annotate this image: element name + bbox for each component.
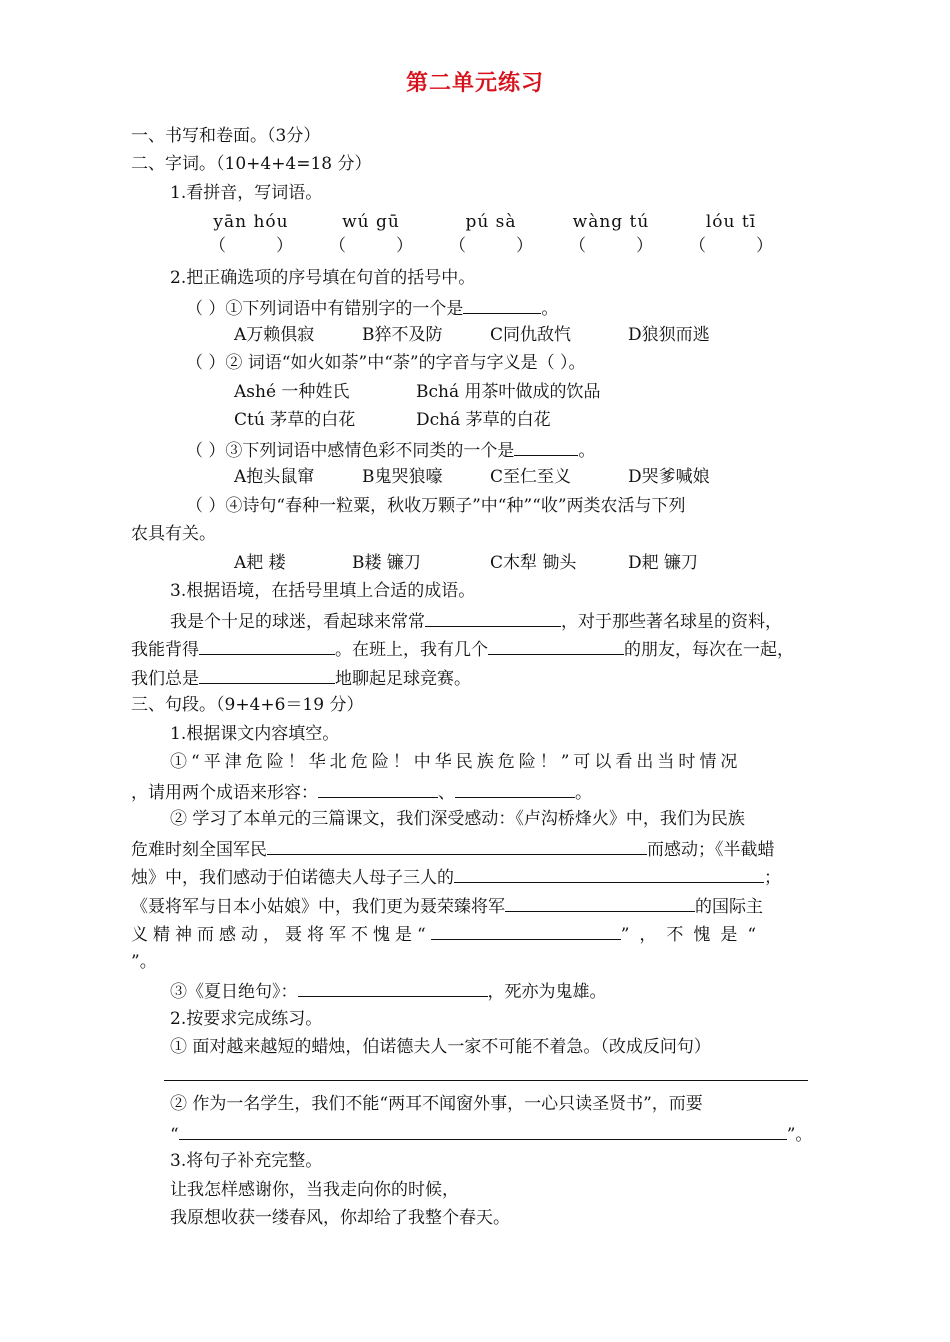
answer-blank[interactable]	[431, 921, 621, 940]
option-b: B猝不及防	[362, 325, 443, 345]
question-1-prompt: 1.看拼音，写词语。	[170, 183, 323, 203]
recall-item-3: ③《夏日绝句》： ，死亦为鬼雄。	[170, 978, 607, 1004]
choice-item-4-question: （ ）④诗句“春种一粒粟，秋收万颗子”中“种”“收”两类农活与下列	[186, 496, 686, 516]
option-d: D狼狈而逃	[628, 325, 710, 345]
question-3-prompt: 3.根据语境，在括号里填上合适的成语。	[170, 581, 476, 601]
answer-blank[interactable]	[488, 636, 624, 655]
answer-blank[interactable]	[318, 779, 438, 798]
pinyin-text: lóu tī	[705, 212, 757, 232]
pinyin-item	[436, 210, 546, 258]
recall-item-2-line-3: 烛》中，我们感动于伯诺德夫人母子三人的 ；	[131, 864, 781, 890]
option-a: A耙 耧	[234, 553, 286, 573]
pinyin-text: pú sà	[465, 212, 517, 232]
answer-blank[interactable]	[455, 779, 575, 798]
choice-item-1-question: （ ）①下列词语中有错别字的一个是	[186, 299, 464, 319]
choice-item-2-question: （ ）② 词语“如火如荼”中“荼”的字音与字义是（ ）。	[186, 353, 586, 373]
question-2-prompt: 2.把正确选项的序号填在句首的括号中。	[170, 268, 476, 288]
completion-line-2: 我原想收获一缕春风，你却给了我整个春天。	[170, 1208, 510, 1228]
option-c: C同仇敌忾	[490, 325, 572, 345]
recall-item-1-line-1: ①“平津危险！华北危险！中华民族危险！”可以看出当时情况	[170, 752, 742, 772]
idiom-passage-line-1: 我是个十足的球迷，看起球来常常 ，对于那些著名球星的资料，	[170, 608, 782, 634]
page-title: 第二单元练习	[405, 71, 544, 96]
idiom-passage-line-2: 我能背得 。在班上，我有几个 的朋友，每次在一起，	[131, 636, 794, 662]
transform-item-2-answer: “ ”。	[170, 1121, 812, 1147]
option-d: D耙 镰刀	[628, 553, 699, 573]
answer-blank[interactable]	[298, 978, 488, 997]
answer-line[interactable]	[164, 1080, 808, 1081]
answer-parentheses[interactable]: （ ）	[569, 236, 653, 256]
answer-blank[interactable]	[505, 893, 695, 912]
choice-item-3: （ ）③下列词语中感情色彩不同类的一个是 。	[186, 437, 595, 463]
answer-blank[interactable]	[199, 636, 335, 655]
option-b: B耧 镰刀	[352, 553, 421, 573]
answer-blank[interactable]	[425, 608, 561, 627]
answer-blank[interactable]	[267, 836, 647, 855]
idiom-passage-line-3: 我们总是 地聊起足球竞赛。	[131, 665, 471, 691]
transform-item-1: ① 面对越来越短的蜡烛，伯诺德夫人一家不可能不着急。（改成反问句）	[170, 1037, 711, 1057]
answer-blank[interactable]	[454, 864, 764, 883]
pinyin-row	[196, 210, 796, 262]
choice-item-4-continuation: 农具有关。	[131, 524, 216, 544]
transform-item-2: ② 作为一名学生，我们不能“两耳不闻窗外事，一心只读圣贤书”，而要	[170, 1094, 703, 1114]
choice-item-3-question: （ ）③下列词语中感情色彩不同类的一个是	[186, 441, 515, 461]
answer-blank[interactable]	[514, 437, 578, 456]
section-3-heading: 三、句段。（9+4+6＝19 分）	[131, 695, 364, 715]
section-3-question-1: 1.根据课文内容填空。	[170, 724, 340, 744]
option-a: Ashé 一种姓氏	[234, 382, 350, 402]
option-a: A抱头鼠窜	[234, 467, 315, 487]
pinyin-text: wàng tú	[572, 212, 650, 232]
section-1-heading: 一、书写和卷面。（3分）	[131, 126, 321, 146]
option-d: Dchá 茅草的白花	[416, 410, 551, 430]
pinyin-item	[316, 210, 426, 258]
option-b: B鬼哭狼嚎	[362, 467, 443, 487]
pinyin-item	[556, 210, 666, 258]
answer-blank[interactable]	[463, 295, 541, 314]
pinyin-text: wú gū	[342, 212, 400, 232]
option-c: C至仁至义	[490, 467, 572, 487]
section-3-question-3: 3.将句子补充完整。	[170, 1151, 323, 1171]
pinyin-item	[196, 210, 306, 258]
section-2-heading: 二、字词。（10+4+4=18 分）	[131, 154, 372, 174]
answer-parentheses[interactable]: （ ）	[449, 236, 533, 256]
answer-blank[interactable]	[199, 665, 335, 684]
pinyin-text: yān hóu	[213, 212, 289, 232]
answer-blank[interactable]	[179, 1121, 787, 1140]
recall-item-1-line-2: ，请用两个成语来形容： 、 。	[131, 779, 592, 805]
recall-item-2-line-1: ② 学习了本单元的三篇课文，我们深受感动：《卢沟桥烽火》中，我们为民族	[170, 809, 745, 829]
recall-item-2-line-4: 《聂将军与日本小姑娘》中，我们更为聂荣臻将军 的国际主	[131, 893, 763, 919]
option-c: Ctú 茅草的白花	[234, 410, 356, 430]
section-3-question-2: 2.按要求完成练习。	[170, 1009, 323, 1029]
choice-item-1: （ ）①下列词语中有错别字的一个是 。	[186, 295, 558, 321]
recall-item-2-line-2: 危难时刻全国军民 而感动；《半截蜡	[131, 836, 775, 862]
answer-parentheses[interactable]: （ ）	[209, 236, 293, 256]
recall-item-2-line-6: ”。	[131, 952, 157, 972]
option-b: Bchá 用茶叶做成的饮品	[416, 382, 601, 402]
option-a: A万赖俱寂	[234, 325, 315, 345]
completion-line-1: 让我怎样感谢你，当我走向你的时候，	[170, 1180, 459, 1200]
recall-item-2-line-5: 义精神而感动，聂将军不愧是“ ”，不愧是“	[131, 921, 766, 947]
answer-parentheses[interactable]: （ ）	[329, 236, 413, 256]
option-c: C木犁 锄头	[490, 553, 577, 573]
pinyin-item	[676, 210, 786, 258]
answer-parentheses[interactable]: （ ）	[689, 236, 773, 256]
option-d: D哭爹喊娘	[628, 467, 710, 487]
